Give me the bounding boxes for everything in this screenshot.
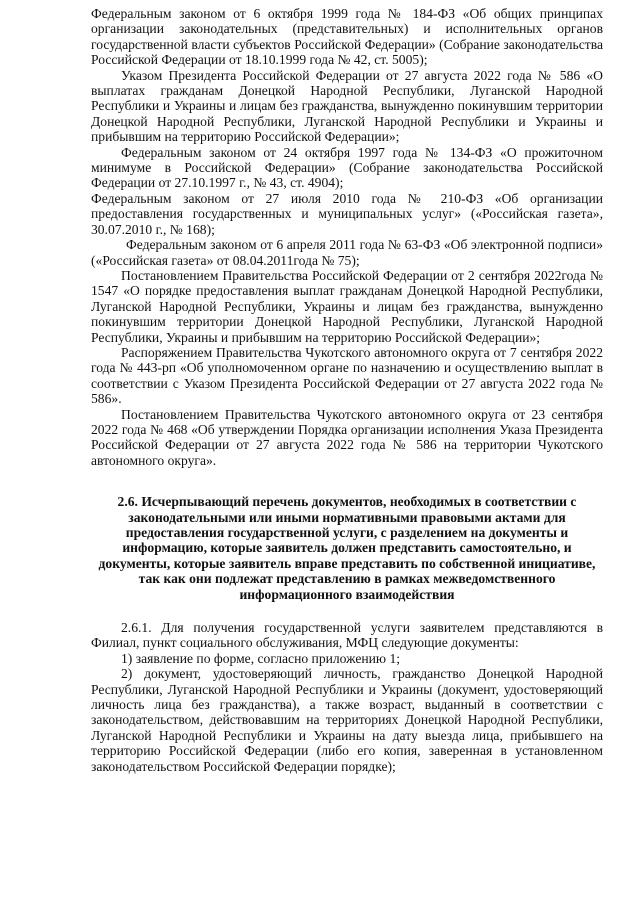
legal-basis-paragraph: Федеральным законом от 27 июля 2010 года № 210-ФЗ «Об организации предоставления государственных и муниципальных услуг» («Российская газета», 30.07.2010 г., № 168);	[91, 190, 603, 237]
document-page	[91, 6, 603, 774]
legal-basis-paragraph: Федеральным законом от 24 октября 1997 года № 134-ФЗ «О прожиточном минимуме в Российской Федерации» (Собрание законодательства Российской Федерации от 27.10.1997 г., № 43, ст. 4904);	[91, 144, 603, 191]
documents-paragraph: 2.6.1. Для получения государственной услуги заявителем представляются в Филиал, пункт социального обслуживания, МФЦ следующие документы:	[91, 620, 603, 651]
documents-list-item: 1) заявление по форме, согласно приложению 1;	[121, 650, 401, 666]
section-heading: 2.6. Исчерпывающий перечень документов, необходимых в соответствии с законодательными или иными нормативными правовыми актами для предоставления государственной услуги, с разделением на документы и информацию, которые заявитель должен представить самостоятельно, и документы, которые заявитель вправе представить по собственной инициативе, так как они подлежат представлению в рамках межведомственного информационного взаимодействия	[98, 494, 596, 602]
legal-basis-paragraph: Федеральным законом от 6 апреля 2011 года № 63-ФЗ «Об электронной подписи» («Российская газета» от 08.04.2011года № 75);	[91, 237, 603, 268]
legal-basis-paragraph: Постановлением Правительства Чукотского автономного округа от 23 сентября 2022 года № 468 «Об утверждении Порядка организации исполнения Указа Президента Российской Федерации от 27 августа 2022 года № 586 на территории Чукотского автономного округа».	[91, 406, 603, 468]
legal-basis-paragraph: Постановлением Правительства Российской Федерации от 2 сентября 2022года № 1547 «О порядке предоставления выплат гражданам Донецкой Народной Республики, Луганской Народной Республики, Украины и лицам без гражданства, вынужденно покинувшим территории Донецкой Народной Республики, Луганской Народной Республики, Украины и прибывшим на территорию Российской Федерации»;	[91, 267, 603, 345]
legal-basis-paragraph: Распоряжением Правительства Чукотского автономного округа от 7 сентября 2022 года № 443-рп «Об уполномоченном органе по назначению и осуществлению выплат в соответствии с Указом Президента Российской Федерации от 27 августа 2022 года № 586».	[91, 344, 603, 407]
legal-basis-paragraph: Указом Президента Российской Федерации от 27 августа 2022 года № 586 «О выплатах гражданам Донецкой Народной Республики, Луганской Народной Республики и Украины и лицам без гражданства, вынужденно покинувшим территории Донецкой Народной Республики, Луганской Народной Республики и Украины и прибывшим на территорию Российской Федерации»;	[91, 67, 603, 145]
documents-list-item: 2) документ, удостоверяющий личность, гражданство Донецкой Народной Республики, Луганской Народной Республики и Украины (документ, удостоверяющий личность лица без гражданства), а также возраст, выданный в соответствии с законодательством, действовавшим на территориях Донецкой Народной Республики, Луганской Народной Республики и Украины на дату выезда лица, прибывшего на территорию Российской Федерации (либо его копия, заверенная в установленном законодательством Российской Федерации порядке);	[91, 666, 603, 774]
legal-basis-paragraph: Федеральным законом от 6 октября 1999 года № 184-ФЗ «Об общих принципах организации законодательных (представительных) и исполнительных органов государственной власти субъектов Российской Федерации» (Собрание законодательства Российской Федерации от 18.10.1999 года № 42, ст. 5005);	[91, 6, 603, 68]
